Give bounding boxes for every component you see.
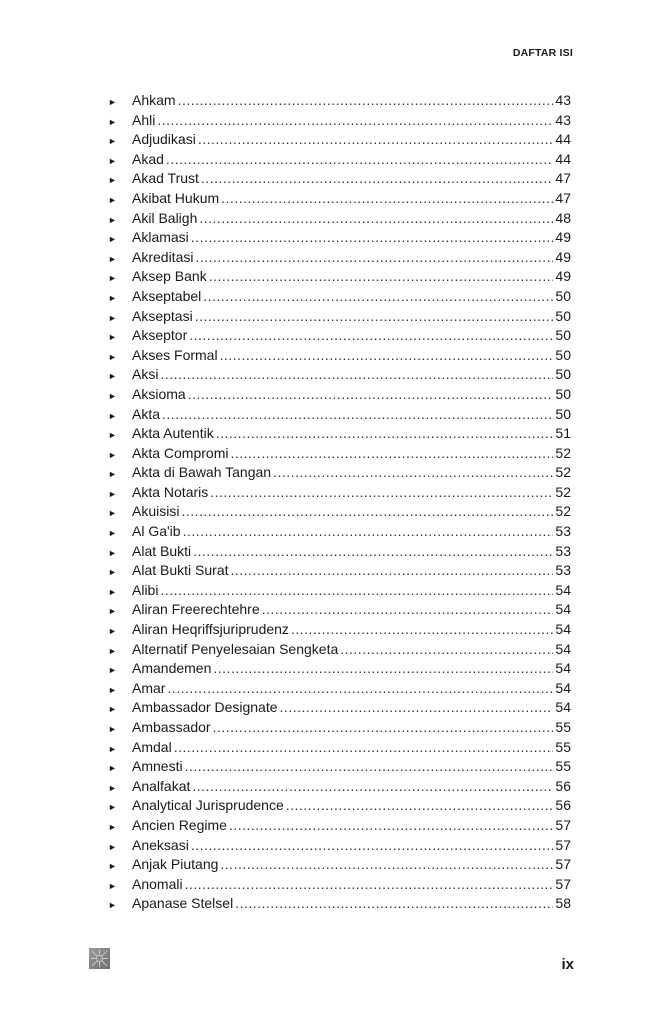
toc-term: Analytical Jurisprudence	[132, 797, 284, 814]
toc-page-number: 43	[555, 92, 571, 108]
toc-term: Ahkam	[132, 92, 176, 108]
dot-leader	[167, 679, 553, 699]
toc-term: Akta Autentik	[132, 425, 214, 442]
toc-entry	[108, 542, 571, 562]
bullet-arrow-icon: ►	[108, 567, 117, 578]
toc-entry	[108, 189, 571, 209]
toc-entry	[108, 816, 571, 836]
toc-term: Anjak Piutang	[132, 856, 219, 873]
toc-entry	[108, 365, 571, 385]
toc-page-number: 58	[555, 895, 571, 912]
publisher-logo-icon	[89, 948, 110, 969]
toc-entry	[108, 463, 571, 483]
toc-page-number: 55	[555, 719, 571, 735]
bullet-arrow-icon: ►	[108, 508, 117, 519]
dot-leader	[220, 855, 553, 875]
toc-page-number: 44	[555, 131, 571, 148]
toc-page-number: 43	[555, 111, 571, 128]
toc-entry	[108, 620, 571, 640]
toc-page-number: 52	[555, 444, 571, 461]
toc-entry	[108, 228, 571, 248]
toc-entry	[108, 111, 571, 131]
dot-leader	[166, 150, 554, 170]
bullet-arrow-icon: ►	[108, 234, 117, 245]
dot-leader	[185, 757, 554, 777]
toc-entry	[108, 679, 571, 699]
toc-page-number: 55	[555, 738, 571, 755]
bullet-arrow-icon: ►	[108, 743, 117, 754]
toc-entry	[108, 757, 571, 777]
toc-page-number: 54	[555, 581, 571, 598]
toc-entry	[108, 248, 571, 268]
toc-term: Al Ga'ib	[132, 523, 181, 540]
toc-entry	[108, 169, 571, 189]
dot-leader	[262, 600, 554, 620]
toc-entry	[108, 561, 571, 581]
bullet-arrow-icon: ►	[108, 312, 117, 323]
dot-leader	[188, 385, 554, 405]
toc-entry	[108, 640, 571, 660]
toc-term: Akta Compromi	[132, 444, 229, 461]
toc-term: Akil Baligh	[132, 209, 198, 226]
toc-entry	[108, 718, 571, 738]
toc-term: Aksep Bank	[132, 268, 207, 285]
bullet-arrow-icon: ►	[108, 626, 117, 637]
dot-leader	[231, 561, 554, 581]
toc-page-number: 50	[555, 327, 571, 344]
toc-term: Aneksasi	[132, 836, 189, 853]
toc-page-number: 55	[555, 758, 571, 775]
toc-entry	[108, 581, 571, 601]
bullet-arrow-icon: ►	[108, 528, 117, 539]
dot-leader	[198, 130, 554, 150]
dot-leader	[191, 228, 554, 248]
bullet-arrow-icon: ►	[108, 488, 117, 499]
bullet-arrow-icon: ►	[108, 763, 117, 774]
toc-term: Akuisisi	[132, 503, 180, 520]
toc-term: Analfakat	[132, 777, 191, 794]
bullet-arrow-icon: ►	[108, 880, 117, 891]
toc-page-number: 54	[555, 660, 571, 677]
dot-leader	[273, 463, 553, 483]
bullet-arrow-icon: ►	[108, 253, 117, 264]
dot-leader	[174, 738, 554, 758]
toc-page-number: 57	[555, 836, 571, 853]
bullet-arrow-icon: ►	[108, 704, 117, 715]
toc-entry	[108, 385, 571, 405]
dot-leader	[213, 659, 553, 679]
toc-page-number: 53	[555, 562, 571, 579]
toc-entry	[108, 424, 571, 444]
bullet-arrow-icon: ►	[108, 802, 117, 813]
running-header: DAFTAR ISI	[512, 47, 573, 59]
toc-entry	[108, 796, 571, 816]
toc-page-number: 56	[555, 777, 571, 794]
bullet-arrow-icon: ►	[108, 194, 117, 205]
dot-leader	[220, 346, 554, 366]
bullet-arrow-icon: ►	[108, 469, 117, 480]
dot-leader	[201, 169, 554, 189]
toc-entry	[108, 444, 571, 464]
dot-leader	[157, 111, 553, 131]
bullet-arrow-icon: ►	[108, 547, 117, 558]
dot-leader	[178, 91, 554, 111]
toc-term: Amdal	[132, 738, 172, 755]
dot-leader	[183, 522, 554, 542]
dot-leader	[216, 424, 554, 444]
bullet-arrow-icon: ►	[108, 332, 117, 343]
toc-term: Amandemen	[132, 660, 212, 677]
bullet-arrow-icon: ►	[108, 175, 117, 186]
bullet-arrow-icon: ►	[108, 449, 117, 460]
toc-page-number: 48	[555, 209, 571, 226]
toc-page-number: 50	[555, 287, 571, 304]
dot-leader	[195, 248, 553, 268]
toc-page-number: 50	[555, 366, 571, 383]
toc-term: Amnesti	[132, 758, 183, 775]
dot-leader	[213, 718, 554, 738]
toc-term: Akses Formal	[132, 346, 218, 363]
toc-page-number: 50	[555, 405, 571, 422]
dot-leader	[235, 894, 553, 914]
toc-page-number: 54	[555, 699, 571, 716]
toc-term: Akta di Bawah Tangan	[132, 464, 272, 481]
dot-leader	[195, 307, 554, 327]
toc-page-number: 49	[555, 229, 571, 246]
toc-page-number: 50	[555, 385, 571, 402]
toc-term: Akseptasi	[132, 307, 193, 324]
toc-entry	[108, 855, 571, 875]
bullet-arrow-icon: ►	[108, 724, 117, 734]
toc-entry	[108, 287, 571, 307]
toc-term: Alat Bukti	[132, 542, 192, 559]
toc-page-number: 53	[555, 542, 571, 559]
dot-leader	[230, 444, 553, 464]
toc-term: Ahli	[132, 111, 156, 128]
dot-leader	[199, 209, 553, 229]
dot-leader	[209, 267, 554, 287]
toc-entry	[108, 209, 571, 229]
page-number: ix	[561, 956, 574, 973]
dot-leader	[280, 698, 554, 718]
toc-term: Amar	[132, 679, 166, 696]
toc-entry	[108, 326, 571, 346]
toc-term: Ambassador	[132, 719, 211, 735]
table-of-contents	[108, 91, 571, 914]
bullet-arrow-icon: ►	[108, 665, 117, 676]
bullet-arrow-icon: ►	[108, 782, 117, 793]
toc-term: Alibi	[132, 581, 159, 598]
toc-page-number: 56	[555, 797, 571, 814]
toc-page-number: 49	[555, 268, 571, 285]
dot-leader	[162, 405, 553, 425]
toc-entry	[108, 659, 571, 679]
dot-leader	[210, 483, 553, 503]
dot-leader	[286, 796, 554, 816]
dot-leader	[291, 620, 553, 640]
bullet-arrow-icon: ►	[108, 116, 117, 127]
toc-entry	[108, 698, 571, 718]
bullet-arrow-icon: ►	[108, 214, 117, 225]
toc-page-number: 49	[555, 248, 571, 265]
bullet-arrow-icon: ►	[108, 900, 117, 911]
toc-term: Ambassador Designate	[132, 699, 278, 716]
toc-entry	[108, 150, 571, 170]
toc-page-number: 52	[555, 503, 571, 520]
dot-leader	[191, 836, 554, 856]
toc-page-number: 44	[555, 150, 571, 167]
dot-leader	[203, 287, 553, 307]
dot-leader	[189, 326, 553, 346]
toc-term: Akibat Hukum	[132, 189, 220, 206]
toc-entry	[108, 522, 571, 542]
toc-term: Akad	[132, 150, 164, 167]
bullet-arrow-icon: ►	[108, 684, 117, 695]
toc-term: Akad Trust	[132, 170, 199, 187]
toc-term: Aklamasi	[132, 229, 189, 246]
toc-entry	[108, 307, 571, 327]
dot-leader	[160, 581, 553, 601]
toc-entry	[108, 130, 571, 150]
bullet-arrow-icon: ►	[108, 351, 117, 362]
toc-entry	[108, 875, 571, 895]
toc-page-number: 57	[555, 875, 571, 892]
toc-term: Alternatif Penyelesaian Sengketa	[132, 640, 339, 657]
bullet-arrow-icon: ►	[108, 292, 117, 303]
bullet-arrow-icon: ►	[108, 155, 117, 166]
toc-page-number: 47	[555, 189, 571, 206]
bullet-arrow-icon: ►	[108, 606, 117, 617]
dot-leader	[221, 189, 553, 209]
toc-entry	[108, 91, 571, 111]
toc-entry	[108, 502, 571, 522]
bullet-arrow-icon: ►	[108, 410, 117, 421]
toc-entry	[108, 346, 571, 366]
bullet-arrow-icon: ►	[108, 273, 117, 284]
dot-leader	[193, 542, 553, 562]
toc-page-number: 51	[555, 425, 571, 442]
toc-page-number: 50	[555, 346, 571, 363]
bullet-arrow-icon: ►	[108, 390, 117, 401]
toc-entry	[108, 777, 571, 797]
toc-page-number: 50	[555, 307, 571, 324]
dot-leader	[160, 365, 553, 385]
toc-entry	[108, 267, 571, 287]
toc-term: Akseptabel	[132, 287, 202, 304]
toc-page-number: 53	[555, 523, 571, 540]
toc-term: Akta Notaris	[132, 483, 209, 500]
toc-term: Aliran Heqriffsjuriprudenz	[132, 621, 289, 638]
toc-entry	[108, 405, 571, 425]
bullet-arrow-icon: ►	[108, 861, 117, 872]
toc-page-number: 57	[555, 816, 571, 833]
toc-term: Apanase Stelsel	[132, 895, 234, 912]
toc-term: Akseptor	[132, 327, 188, 344]
dot-leader	[181, 502, 553, 522]
dot-leader	[185, 875, 554, 895]
toc-term: Adjudikasi	[132, 131, 196, 148]
bullet-arrow-icon: ►	[108, 645, 117, 656]
toc-term: Akta	[132, 405, 161, 422]
toc-term: Anomali	[132, 875, 183, 892]
toc-term: Aliran Freerechtehre	[132, 601, 260, 618]
toc-term: Akreditasi	[132, 248, 194, 265]
toc-page-number: 47	[555, 170, 571, 187]
toc-page-number: 52	[555, 464, 571, 481]
bullet-arrow-icon: ►	[108, 586, 117, 597]
toc-term: Aksioma	[132, 385, 186, 402]
bullet-arrow-icon: ►	[108, 430, 117, 441]
toc-entry	[108, 600, 571, 620]
bullet-arrow-icon: ►	[108, 136, 117, 147]
toc-page-number: 52	[555, 483, 571, 500]
dot-leader	[192, 777, 553, 797]
toc-term: Aksi	[132, 366, 159, 383]
bullet-arrow-icon: ►	[108, 841, 117, 852]
dot-leader	[340, 640, 553, 660]
toc-term: Ancien Regime	[132, 816, 227, 833]
toc-entry	[108, 836, 571, 856]
toc-page-number: 54	[555, 601, 571, 618]
toc-term: Alat Bukti Surat	[132, 562, 229, 579]
toc-page-number: 54	[555, 640, 571, 657]
bullet-arrow-icon: ►	[108, 97, 117, 107]
toc-entry	[108, 738, 571, 758]
toc-entry	[108, 894, 571, 914]
toc-page-number: 57	[555, 856, 571, 873]
toc-page-number: 54	[555, 679, 571, 696]
bullet-arrow-icon: ►	[108, 821, 117, 832]
toc-page-number: 54	[555, 621, 571, 638]
bullet-arrow-icon: ►	[108, 371, 117, 382]
dot-leader	[229, 816, 553, 836]
toc-entry	[108, 483, 571, 503]
